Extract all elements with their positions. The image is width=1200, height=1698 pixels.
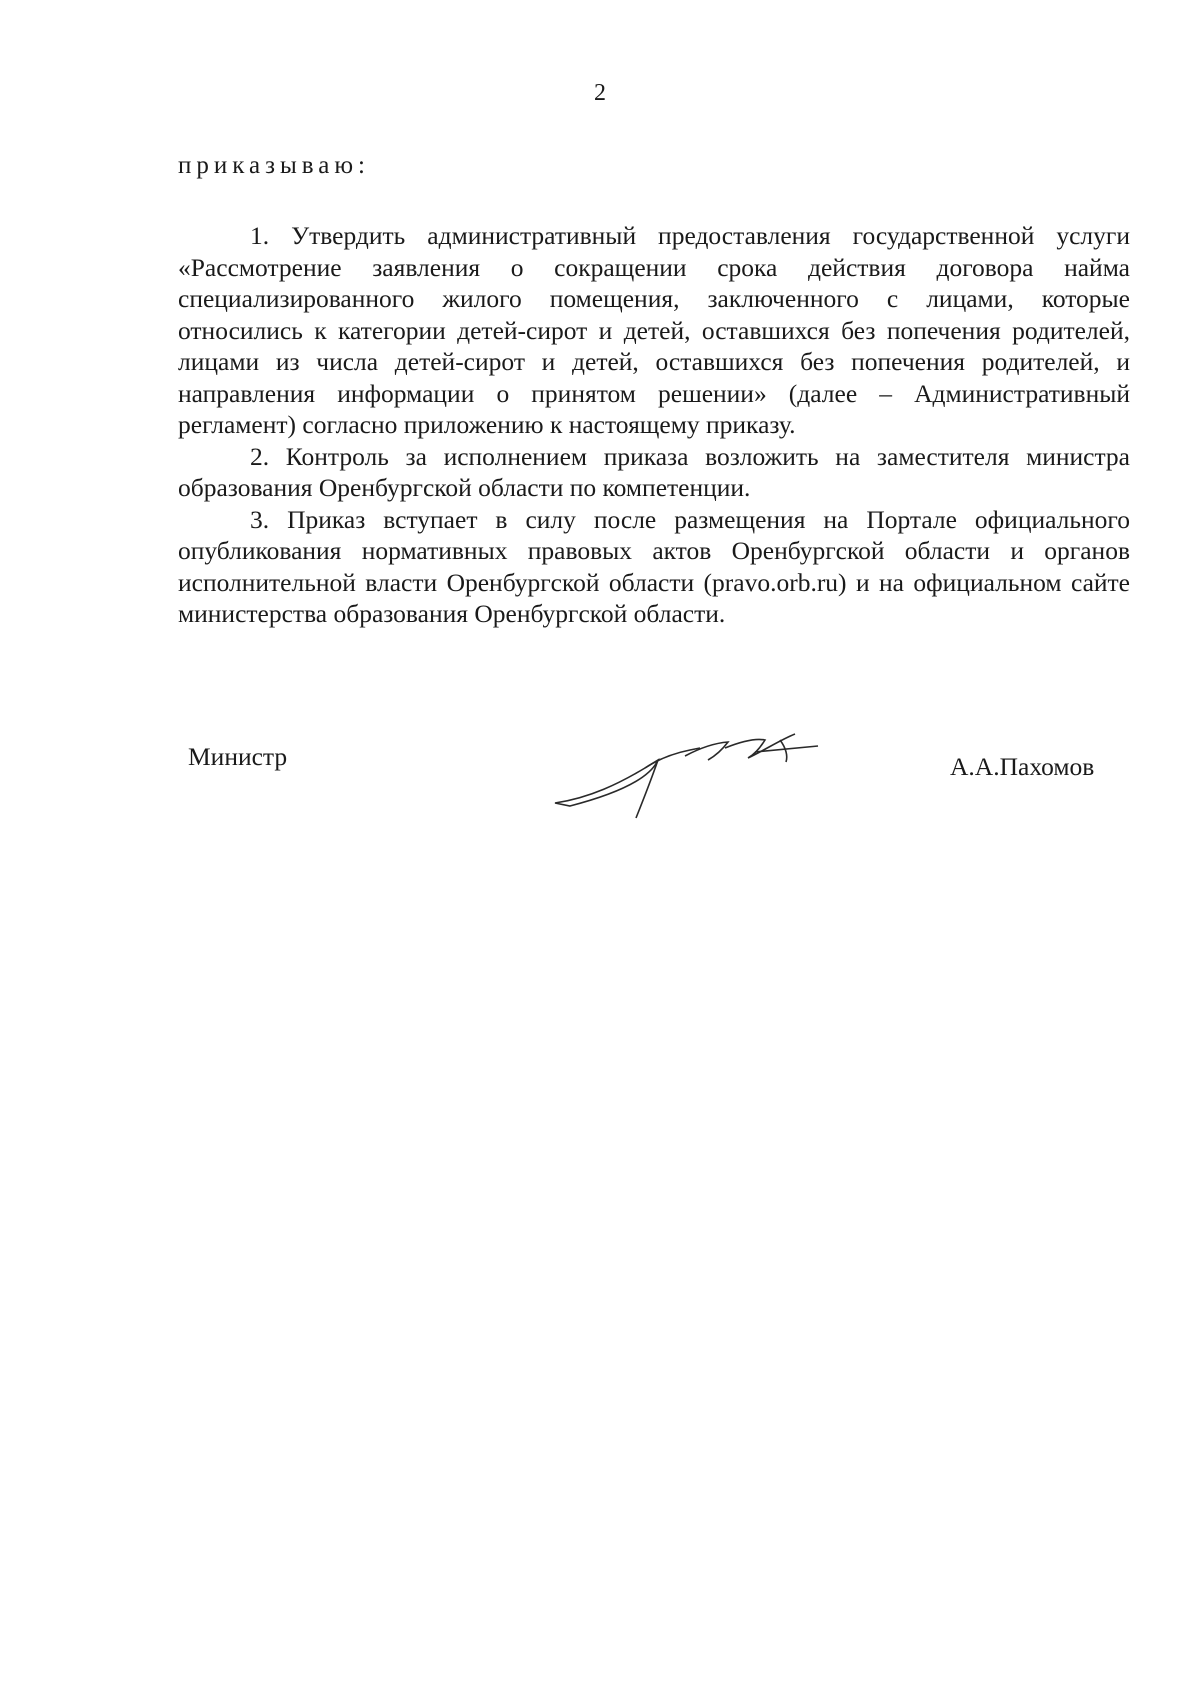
signatory-name: А.А.Пахомов: [950, 752, 1095, 781]
paragraph-1: 1. Утвердить административный предоставления государственной услуги «Рассмотрение заявления о сокращении срока действия договора найма специализированного жилого помещения, заключенного с лицами, которые относились к категории детей-сирот и детей, оставшихся без попечения родителей, лицами из числа детей-сирот и детей, оставшихся без попечения родителей, и направления информации о принятом решении» (далее – Административный регламент) согласно приложению к настоящему приказу.: [178, 221, 1130, 439]
signatory-position: Министр: [188, 742, 288, 771]
order-body: [178, 220, 1130, 630]
page-number: 2: [594, 80, 606, 106]
paragraph-2: 2. Контроль за исполнением приказа возложить на заместителя министра образования Оренбургской области по компетенции.: [178, 441, 1130, 502]
order-preamble: приказываю:: [178, 152, 370, 179]
signature-block: [0, 740, 1200, 850]
paragraph-3: 3. Приказ вступает в силу после размещения на Портале официального опубликования нормативных правовых актов Оренбургской области и органов исполнительной власти Оренбургской области (pravo.orb.ru) и на официальном сайте министерства образования Оренбургской области.: [178, 504, 1130, 628]
handwritten-signature-icon: [550, 728, 850, 828]
